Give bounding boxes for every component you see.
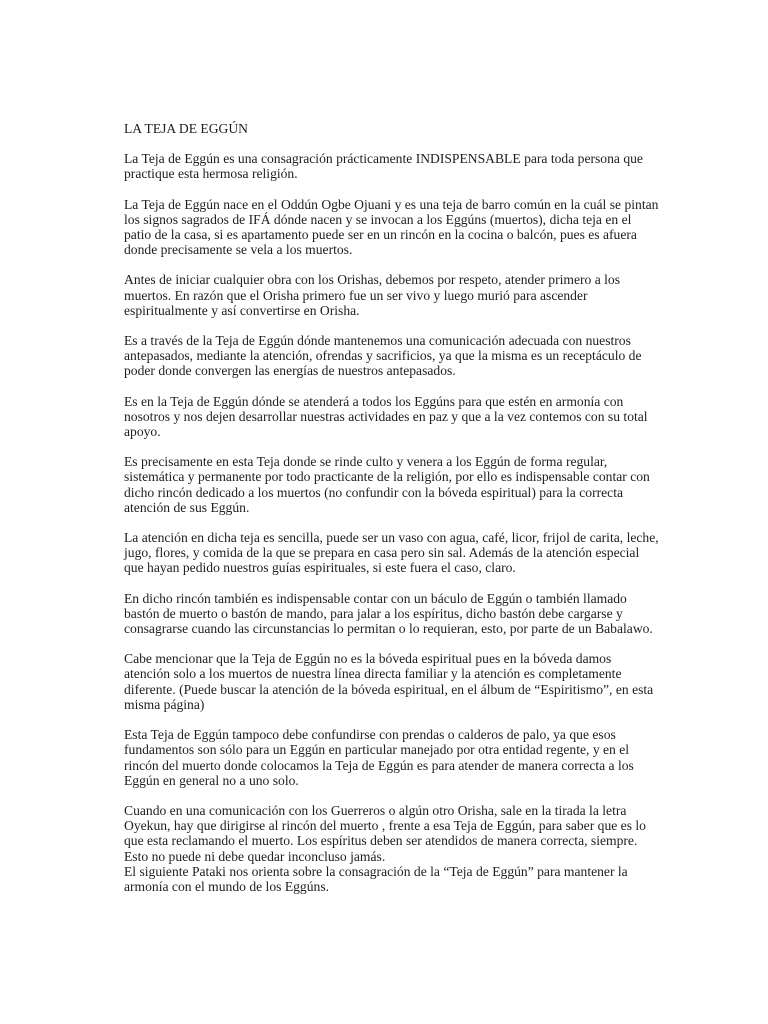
paragraph-9: Cabe mencionar que la Teja de Eggún no es la bóveda espiritual pues en la bóveda damos atención solo a los muertos de nuestra línea directa familiar y la atención es completamente diferente. (Puede buscar la atención de la bóveda espiritual, en el álbum de “Espiritismo”, en esta misma página) xyxy=(124,651,654,712)
paragraph-5: Es en la Teja de Eggún dónde se atenderá a todos los Eggúns para que estén en armonía con nosotros y nos dejen desarrollar nuestras actividades en paz y que a la vez contemos con su total apoyo. xyxy=(124,393,648,440)
paragraph-10: Esta Teja de Eggún tampoco debe confundirse con prendas o calderos de palo, ya que esos fundamentos son sólo para un Eggún en particular manejado por otra entidad regente, y en el rincón del muerto donde colocamos la Teja de Eggún es para atender de manera correcta a los Eggún en general no a uno solo. xyxy=(124,727,634,788)
paragraph-2: La Teja de Eggún nace en el Oddún Ogbe Ojuani y es una teja de barro común en la cuál se pintan los signos sagrados de IFÁ dónde nacen y se invocan a los Eggúns (muertos), dicha teja en el patio de la casa, si es apartamento puede ser en un rincón en la cocina o balcón, pues es afuera donde precisamente se vela a los muertos. xyxy=(124,196,659,258)
paragraph-7: La atención en dicha teja es sencilla, puede ser un vaso con agua, café, licor, frijol de carita, leche, jugo, flores, y comida de la que se prepara en casa pero sin sal. Además de la atención especial que hayan pedido nuestros guías espirituales, si este fuera el caso, claro. xyxy=(124,530,659,576)
document-title: LA TEJA DE EGGÚN xyxy=(124,121,248,136)
paragraph-12: El siguiente Pataki nos orienta sobre la consagración de la “Teja de Eggún” para mantener la armonía con el mundo de los Eggúns. xyxy=(124,863,628,894)
paragraph-4: Es a través de la Teja de Eggún dónde mantenemos una comunicación adecuada con nuestros antepasados, mediante la atención, ofrendas y sacrificios, ya que la misma es un receptáculo de poder donde convergen las energías de nuestros antepasados. xyxy=(124,333,642,379)
paragraph-3: Antes de iniciar cualquier obra con los Orishas, debemos por respeto, atender primero a los muertos. En razón que el Orisha primero fue un ser vivo y luego murió para ascender espiritualmente y así convertirse en Orisha. xyxy=(124,272,621,318)
paragraph-8: En dicho rincón también es indispensable contar con un báculo de Eggún o también llamado bastón de muerto o bastón de mando, para jalar a los espíritus, dicho bastón debe cargarse y consagrarse cuando las circunstancias lo permitan o lo requieran, esto, por parte de un Babalawo. xyxy=(124,590,653,637)
document-body xyxy=(124,121,660,894)
paragraph-1: La Teja de Eggún es una consagración prácticamente INDISPENSABLE para toda persona que practique esta hermosa religión. xyxy=(124,151,643,182)
paragraph-6: Es precisamente en esta Teja donde se rinde culto y venera a los Eggún de forma regular, sistemática y permanente por todo practicante de la religión, por ello es indispensable contar con dicho rincón dedicado a los muertos (no confundir con la bóveda espiritual) para la correcta atención de sus Eggún. xyxy=(124,454,650,515)
paragraph-11: Cuando en una comunicación con los Guerreros o algún otro Orisha, sale en la tirada la letra Oyekun, hay que dirigirse al rincón del muerto , frente a esa Teja de Eggún, para saber que es lo que esta reclamando el muerto. Los espíritus deben ser atendidos de manera correcta, siempre. Esto no puede ni debe quedar inconcluso jamás. xyxy=(124,802,646,864)
